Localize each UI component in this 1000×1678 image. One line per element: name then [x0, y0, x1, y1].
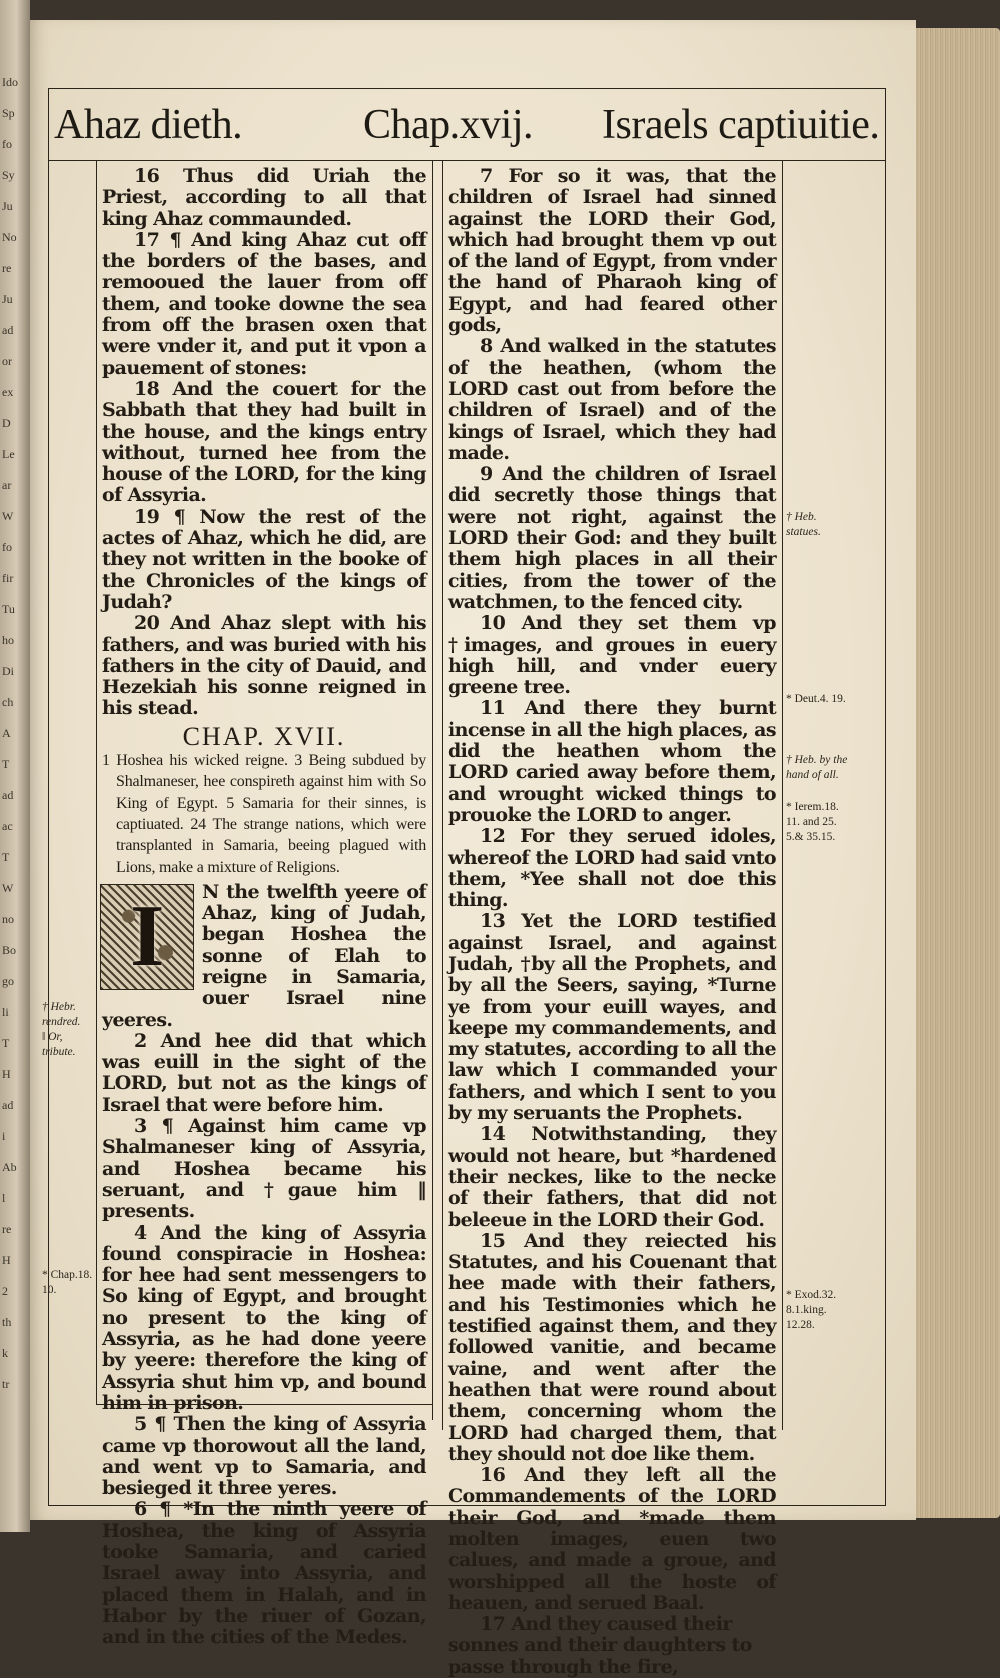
facing-page-fragment: 2: [2, 1284, 8, 1298]
header-rule: [48, 160, 886, 161]
facing-page-fragment: li: [2, 1005, 9, 1019]
chapter-summary: 1 Hoshea his wicked reigne. 3 Being subdued by Shalmaneser, hee conspireth against him with So King of Egypt. 5 Samaria for their sinnes, is captiuated. 24 The strange nations, which were transplanted in Samaria, beeing plagued with Lions, make a mixture of Religions.: [102, 752, 426, 876]
column-rule-right: [442, 160, 443, 1430]
verse: 18 And the couert for the Sabbath that they had built in the house, and the kings entry without, turned hee from the house of the LORD, for the king of Assyria.: [102, 377, 426, 507]
facing-page-fragment: H: [2, 1067, 11, 1081]
verse: 4 And the king of Assyria found conspiracie in Hoshea: for hee had sent messengers to So king of Egypt, and brought no present to the king of Assyria, as he had done yeere by yeere: therefore the king of Assyria shut him vp, and bound him in prison.: [102, 1221, 426, 1414]
column-rule-left: [432, 160, 433, 1420]
facing-page-edge: [0, 0, 30, 1532]
facing-page-fragment: re: [2, 261, 12, 275]
facing-page-fragment: ad: [2, 323, 14, 337]
verse: 6 ¶ *In the ninth yeere of Hoshea, the king of Assyria tooke Samaria, and caried Israel away into Assyria, and placed them in Halah, and in Habor by the riuer of Gozan, and in the cities of the Medes.: [102, 1498, 426, 1649]
facing-page-fragment: W: [2, 509, 14, 523]
facing-page-fragment: W: [2, 881, 14, 895]
verse: 8 And walked in the statutes of the heathen, (whom the LORD cast out from before the children of Israel) and of the kings of Israel, which they had made.: [448, 335, 776, 464]
facing-page-fragment: no: [2, 912, 14, 926]
facing-page-fragment: ac: [2, 819, 13, 833]
facing-page-fragment: l: [2, 1191, 6, 1205]
facing-page-fragment: No: [2, 230, 17, 244]
facing-page-fragment: ad: [2, 1098, 14, 1112]
facing-page-fragment: Di: [2, 664, 14, 678]
verse: 2 And hee did that which was euill in the sight of the LORD, but not as the kings of Israel that were before him.: [102, 1029, 426, 1116]
facing-page-fragment: re: [2, 1222, 12, 1236]
verse: 20 And Ahaz slept with his fathers, and was buried with his fathers in the city of Dauid, and Hezekiah his sonne reigned in his stead.: [102, 612, 426, 720]
facing-page-fragment: Sp: [2, 106, 15, 120]
header-right: Israels captiuitie.: [602, 102, 880, 148]
facing-page-fragment: ex: [2, 385, 14, 399]
verse: 11 And there they burnt incense in all the high places, as did the heathen whom the LORD caried away before them, and wrought wicked things to prouoke the LORD to anger.: [448, 697, 776, 826]
facing-page-fragment: ch: [2, 695, 14, 709]
facing-page-fragment: D: [2, 416, 11, 430]
margin-note-exod: * Exod.32. 8.1.king. 12.28.: [786, 1289, 837, 1331]
facing-page-fragment: fo: [2, 540, 12, 554]
facing-page-fragment: H: [2, 1253, 11, 1267]
facing-page-fragment: th: [2, 1315, 12, 1329]
right-column: [448, 166, 776, 1678]
facing-page-fragment: ho: [2, 633, 14, 647]
header-left: Ahaz dieth.: [54, 102, 243, 148]
verse: 7 For so it was, that the children of Israel had sinned against the LORD their God, which had brought them vp out of the land of Egypt, from vnder the hand of Pharaoh king of Egypt, and had feared other gods,: [448, 165, 776, 337]
facing-page-fragment: fo: [2, 137, 12, 151]
facing-page-fragment: T: [2, 850, 10, 864]
verse: 17 And they caused their sonnes and their daughters to passe through the fire,: [448, 1613, 752, 1678]
verse: 16 Thus did Uriah the Priest, according to all that king Ahaz commaunded.: [102, 165, 426, 230]
verse: 16 And they left all the Commandements of the LORD their God, and *made them molten images, euen two calues, and made a groue, and worshipped all the hoste of heauen, and serued Baal.: [448, 1464, 776, 1614]
ornamental-drop-cap: I: [100, 884, 194, 990]
first-verse-text: N the twelfth yeere of Ahaz, king of Judah, began Hoshea the sonne of Elah to reigne in Samaria, ouer Israel nine yeeres.: [102, 880, 426, 1031]
left-margin-rule: [96, 160, 97, 1404]
facing-page-fragment: ad: [2, 788, 14, 802]
verse: 15 And they reiected his Statutes, and his Couenant that hee made with their fathers, and his Testimonies which he testified against them, and they followed vanitie, and became vaine, and went after the heathen that were round about them, concerning whom the LORD had charged them, that they should not doe like them.: [448, 1229, 776, 1465]
margin-note-hand-of-all: † Heb. by the hand of all.: [786, 754, 848, 781]
facing-page-fragment: tr: [2, 1377, 10, 1391]
facing-page-fragment: ar: [2, 478, 12, 492]
margin-note-ierem: * Ierem.18. 11. and 25. 5.& 35.15.: [786, 801, 839, 843]
verse: 5 ¶ Then the king of Assyria came vp thorowout all the land, and went vp to Samaria, and besieged it three yeres.: [102, 1413, 426, 1500]
facing-page-fragment: i: [2, 1129, 6, 1143]
verse: 19 ¶ Now the rest of the actes of Ahaz, which he did, are they not written in the booke of the Chronicles of the kings of Judah?: [102, 505, 426, 613]
facing-page-fragment: T: [2, 1036, 10, 1050]
facing-page-fragment: Le: [2, 447, 15, 461]
verse: 12 For they serued idoles, whereof the LORD had said vnto them, *Yee shall not doe this thing.: [448, 825, 776, 912]
verse: 14 Notwithstanding, they would not heare, but *hardened their neckes, like to the necke of their fathers, that did not beleeue in the LORD their God.: [448, 1123, 776, 1231]
right-margin-rule: [782, 160, 783, 1430]
verse: 17 ¶ And king Ahaz cut off the borders of the bases, and remooued the lauer from off them, and tooke downe the sea from off the brasen oxen that were vnder it, and put it vpon a pauement of stones:: [102, 228, 426, 379]
margin-note-tribute: ‖ Or, tribute.: [42, 1031, 76, 1058]
verse: 13 Yet the LORD testified against Israel, and against Judah, †by all the Prophets, and by all the Seers, saying, *Turne ye from your euill wayes, and keepe my commandements, and my statutes, according to all the law which I commanded your fathers, and which I sent to you by my seruants the Prophets.: [448, 910, 776, 1125]
facing-page-fragment: Tu: [2, 602, 15, 616]
facing-page-fragment: Ju: [2, 292, 13, 306]
facing-page-fragment: Ju: [2, 199, 13, 213]
facing-page-fragment: go: [2, 974, 14, 988]
facing-page-fragment: k: [2, 1346, 8, 1360]
margin-note-deut: * Deut.4. 19.: [786, 693, 846, 705]
page-stack-edges: [916, 28, 1000, 1518]
facing-page-fragment: Ab: [2, 1160, 17, 1174]
facing-page-fragment: Sy: [2, 168, 15, 182]
facing-page-fragment: A: [2, 726, 11, 740]
margin-note-chap18: * Chap.18. 10.: [42, 1269, 93, 1296]
facing-page-fragment: or: [2, 354, 12, 368]
first-verse: [102, 882, 426, 1031]
facing-page-fragment: T: [2, 757, 10, 771]
header-center: Chap.xvij.: [363, 102, 533, 148]
margin-note-rendred: † Hebr. rendred.: [42, 1001, 81, 1028]
chapter-heading: CHAP. XVII.: [182, 721, 346, 751]
verse: 9 And the children of Israel did secretly those things that were not right, against the LORD their God: and they built them high places in all their cities, from the tower of the watchmen, to the fenced city.: [448, 463, 776, 613]
left-column: [102, 166, 426, 1648]
bible-page: [30, 20, 916, 1678]
margin-note-statues: † Heb. statues.: [786, 511, 821, 538]
facing-page-fragment: fir: [2, 571, 14, 585]
facing-page-fragment: Ido: [2, 75, 18, 89]
verse: 10 And they set them vp †images, and groues in euery high hill, and vnder euery greene tree.: [448, 612, 776, 699]
verse: 3 ¶ Against him came vp Shalmaneser king of Assyria, and Hoshea became his seruant, and †gaue him ‖ presents.: [102, 1115, 426, 1223]
facing-page-fragment: Bo: [2, 943, 17, 957]
